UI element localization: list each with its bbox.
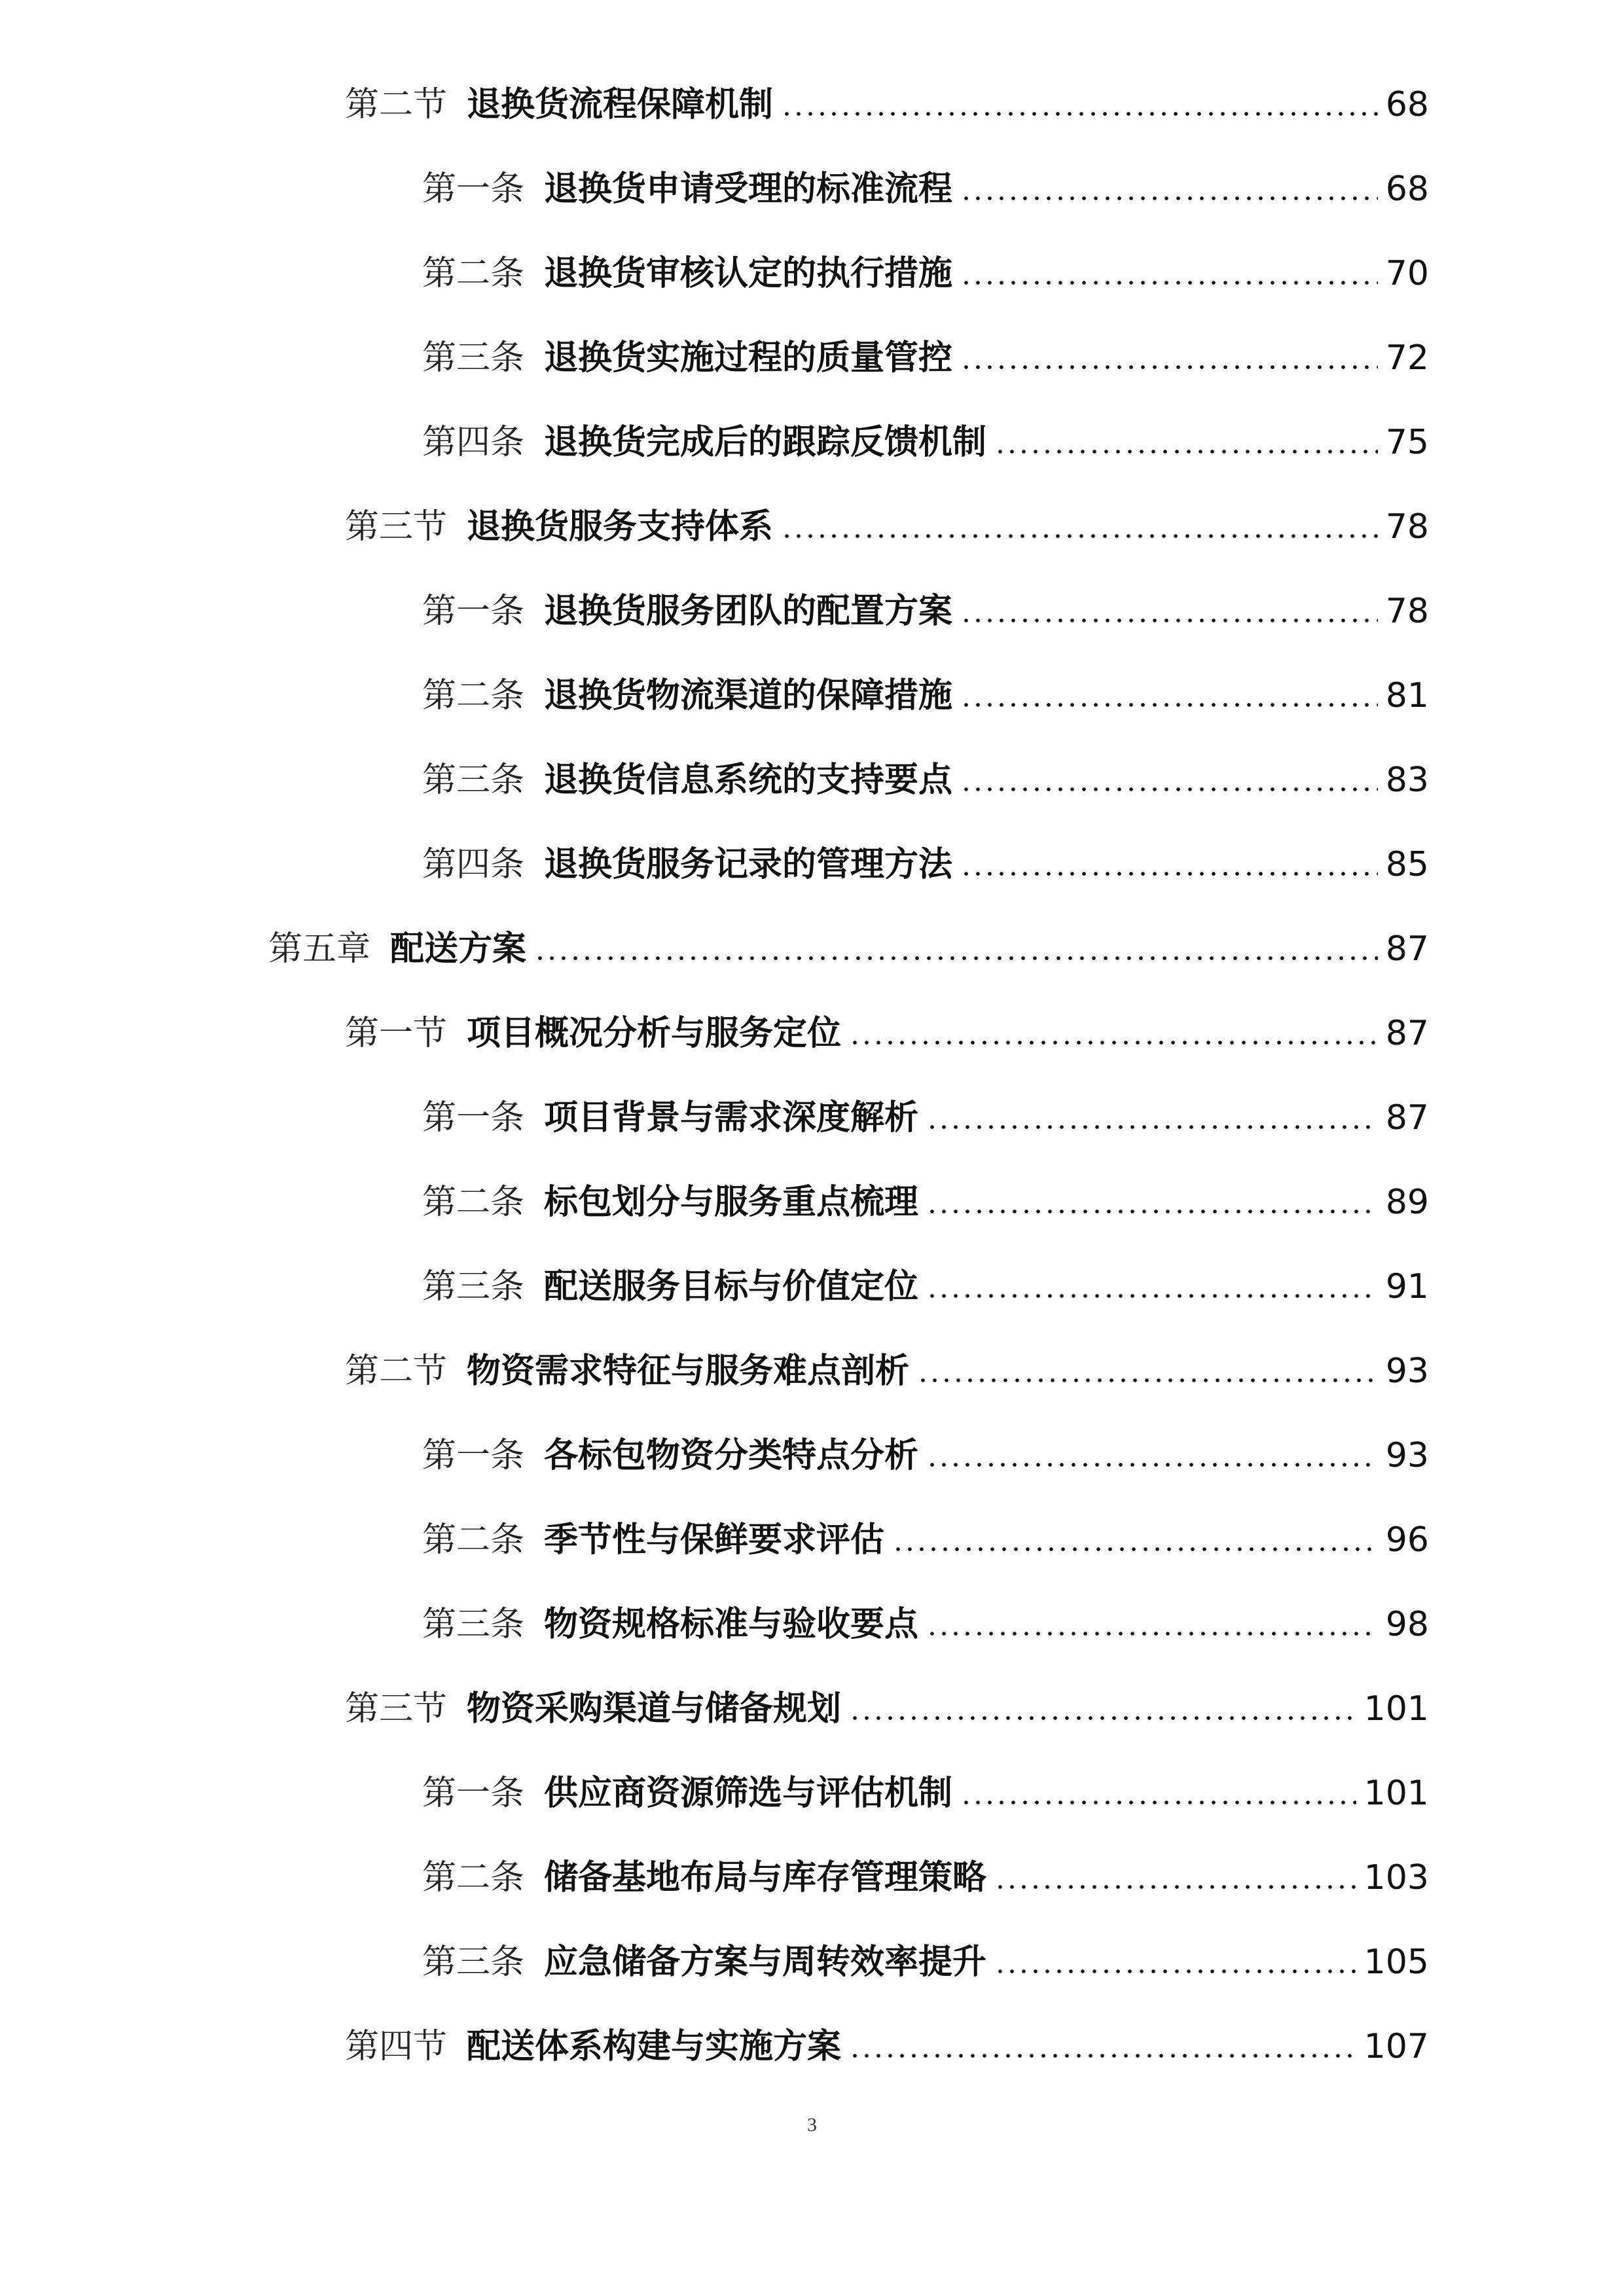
- toc-entry-number: 第一条: [422, 1435, 525, 1475]
- page-number: 3: [807, 2114, 817, 2136]
- toc-dot-leader: [994, 448, 1378, 455]
- toc-dot-leader: [960, 870, 1378, 877]
- toc-entry-page: 87: [1385, 929, 1429, 969]
- toc-entry-title: 各标包物资分类特点分析: [544, 1435, 919, 1475]
- toc-entry[interactable]: [0, 822, 1624, 906]
- toc-entry-page: 101: [1363, 1689, 1429, 1729]
- toc-entry[interactable]: [0, 738, 1624, 822]
- toc-entry-title: 退换货完成后的跟踪反馈机制: [544, 422, 987, 462]
- toc-entry-title: 退换货实施过程的质量管控: [544, 338, 953, 378]
- toc-entry[interactable]: [0, 1920, 1624, 2004]
- toc-entry[interactable]: [0, 231, 1624, 315]
- toc-entry-number: 第三节: [345, 1689, 448, 1729]
- toc-entry[interactable]: [0, 484, 1624, 569]
- toc-entry[interactable]: [0, 2004, 1624, 2089]
- toc-entry-page: 93: [1385, 1351, 1429, 1391]
- toc-entry-title: 退换货流程保障机制: [467, 84, 774, 124]
- toc-entry-title: 配送服务目标与价值定位: [544, 1266, 919, 1306]
- toc-entry-number: 第三条: [422, 338, 525, 378]
- toc-entry[interactable]: [0, 1582, 1624, 1666]
- toc-entry-title: 物资需求特征与服务难点剖析: [467, 1351, 910, 1391]
- toc-entry-title: 退换货审核认定的执行措施: [544, 253, 953, 293]
- toc-entry-page: 83: [1385, 760, 1429, 800]
- toc-entry[interactable]: [0, 991, 1624, 1075]
- toc-entry-number: 第二条: [422, 1857, 525, 1897]
- toc-entry-number: 第四条: [422, 422, 525, 462]
- toc-entry-number: 第二条: [422, 675, 525, 715]
- toc-entry-page: 87: [1385, 1098, 1429, 1138]
- toc-entry-number: 第三节: [345, 507, 448, 547]
- toc-entry[interactable]: [0, 1329, 1624, 1413]
- toc-entry-page: 78: [1385, 507, 1429, 547]
- toc-dot-leader: [960, 617, 1378, 624]
- toc-entry[interactable]: [0, 1075, 1624, 1160]
- toc-entry-title: 配送方案: [390, 929, 527, 969]
- toc-entry-page: 105: [1363, 1942, 1429, 1982]
- toc-entry[interactable]: [0, 1413, 1624, 1498]
- toc-entry-number: 第四条: [422, 844, 525, 884]
- toc-entry-title: 应急储备方案与周转效率提升: [544, 1942, 987, 1982]
- toc-entry-number: 第五章: [268, 929, 371, 969]
- toc-entry-number: 第二条: [422, 1182, 525, 1222]
- toc-dot-leader: [534, 955, 1378, 961]
- toc-entry-title: 退换货服务记录的管理方法: [544, 844, 953, 884]
- toc-entry-title: 退换货服务团队的配置方案: [544, 591, 953, 631]
- toc-entry-title: 退换货物流渠道的保障措施: [544, 675, 953, 715]
- toc-entry-number: 第三条: [422, 1266, 525, 1306]
- toc-entry-page: 89: [1385, 1182, 1429, 1222]
- toc-entry-page: 68: [1385, 169, 1429, 209]
- toc-dot-leader: [926, 1208, 1378, 1215]
- toc-entry-number: 第三条: [422, 760, 525, 800]
- table-of-contents: [0, 62, 1624, 2089]
- toc-dot-leader: [994, 1884, 1356, 1890]
- toc-dot-leader: [926, 1462, 1378, 1468]
- toc-entry-title: 季节性与保鲜要求评估: [544, 1520, 885, 1560]
- toc-entry-title: 物资规格标准与验收要点: [544, 1604, 919, 1644]
- toc-dot-leader: [781, 533, 1378, 539]
- toc-entry-page: 103: [1363, 1857, 1429, 1897]
- toc-entry[interactable]: [0, 1751, 1624, 1835]
- toc-dot-leader: [960, 364, 1378, 370]
- toc-entry-page: 70: [1385, 253, 1429, 293]
- toc-entry-title: 项目概况分析与服务定位: [467, 1013, 842, 1053]
- toc-entry-page: 107: [1363, 2026, 1429, 2066]
- toc-dot-leader: [892, 1546, 1378, 1552]
- toc-entry-page: 72: [1385, 338, 1429, 378]
- toc-dot-leader: [926, 1630, 1378, 1637]
- toc-entry[interactable]: [0, 1244, 1624, 1329]
- toc-dot-leader: [960, 786, 1378, 793]
- toc-entry-page: 96: [1385, 1520, 1429, 1560]
- toc-entry-title: 退换货申请受理的标准流程: [544, 169, 953, 209]
- toc-entry-title: 供应商资源筛选与评估机制: [544, 1773, 953, 1813]
- toc-entry-number: 第三条: [422, 1604, 525, 1644]
- toc-entry[interactable]: [0, 400, 1624, 484]
- toc-entry-number: 第一条: [422, 1098, 525, 1138]
- toc-entry-page: 81: [1385, 675, 1429, 715]
- toc-entry-page: 91: [1385, 1266, 1429, 1306]
- toc-entry[interactable]: [0, 1835, 1624, 1920]
- toc-entry[interactable]: [0, 653, 1624, 738]
- toc-dot-leader: [849, 2053, 1356, 2059]
- toc-entry[interactable]: [0, 1666, 1624, 1751]
- toc-entry-title: 储备基地布局与库存管理策略: [544, 1857, 987, 1897]
- toc-entry[interactable]: [0, 1498, 1624, 1582]
- toc-dot-leader: [960, 279, 1378, 286]
- toc-dot-leader: [781, 111, 1378, 117]
- toc-entry-number: 第一条: [422, 1773, 525, 1813]
- toc-entry-number: 第二条: [422, 1520, 525, 1560]
- toc-entry-title: 退换货信息系统的支持要点: [544, 760, 953, 800]
- toc-entry-title: 退换货服务支持体系: [467, 507, 774, 547]
- toc-entry-number: 第一条: [422, 169, 525, 209]
- toc-entry[interactable]: [0, 147, 1624, 231]
- toc-entry-page: 68: [1385, 84, 1429, 124]
- toc-dot-leader: [994, 1968, 1356, 1975]
- toc-entry-number: 第三条: [422, 1942, 525, 1982]
- toc-entry-page: 98: [1385, 1604, 1429, 1644]
- toc-dot-leader: [926, 1124, 1378, 1130]
- toc-dot-leader: [926, 1293, 1378, 1299]
- toc-dot-leader: [960, 1799, 1356, 1806]
- toc-dot-leader: [849, 1039, 1378, 1046]
- toc-entry-page: 101: [1363, 1773, 1429, 1813]
- toc-entry-number: 第二条: [422, 253, 525, 293]
- toc-entry-page: 93: [1385, 1435, 1429, 1475]
- toc-entry-title: 项目背景与需求深度解析: [544, 1098, 919, 1138]
- toc-entry-page: 85: [1385, 844, 1429, 884]
- toc-dot-leader: [960, 195, 1378, 202]
- toc-dot-leader: [849, 1715, 1356, 1721]
- toc-entry-page: 75: [1385, 422, 1429, 462]
- toc-entry[interactable]: [0, 62, 1624, 147]
- toc-entry-title: 物资采购渠道与储备规划: [467, 1689, 842, 1729]
- toc-entry-page: 78: [1385, 591, 1429, 631]
- toc-entry-title: 标包划分与服务重点梳理: [544, 1182, 919, 1222]
- toc-dot-leader: [917, 1377, 1378, 1384]
- toc-entry-title: 配送体系构建与实施方案: [467, 2026, 842, 2066]
- toc-entry-number: 第一节: [345, 1013, 448, 1053]
- toc-dot-leader: [960, 702, 1378, 708]
- toc-entry[interactable]: [0, 569, 1624, 653]
- toc-entry[interactable]: [0, 1160, 1624, 1244]
- toc-entry-number: 第二节: [345, 84, 448, 124]
- toc-entry[interactable]: [0, 906, 1624, 991]
- toc-entry-number: 第四节: [345, 2026, 448, 2066]
- toc-entry-number: 第一条: [422, 591, 525, 631]
- toc-entry-number: 第二节: [345, 1351, 448, 1391]
- toc-entry[interactable]: [0, 315, 1624, 400]
- toc-entry-page: 87: [1385, 1013, 1429, 1053]
